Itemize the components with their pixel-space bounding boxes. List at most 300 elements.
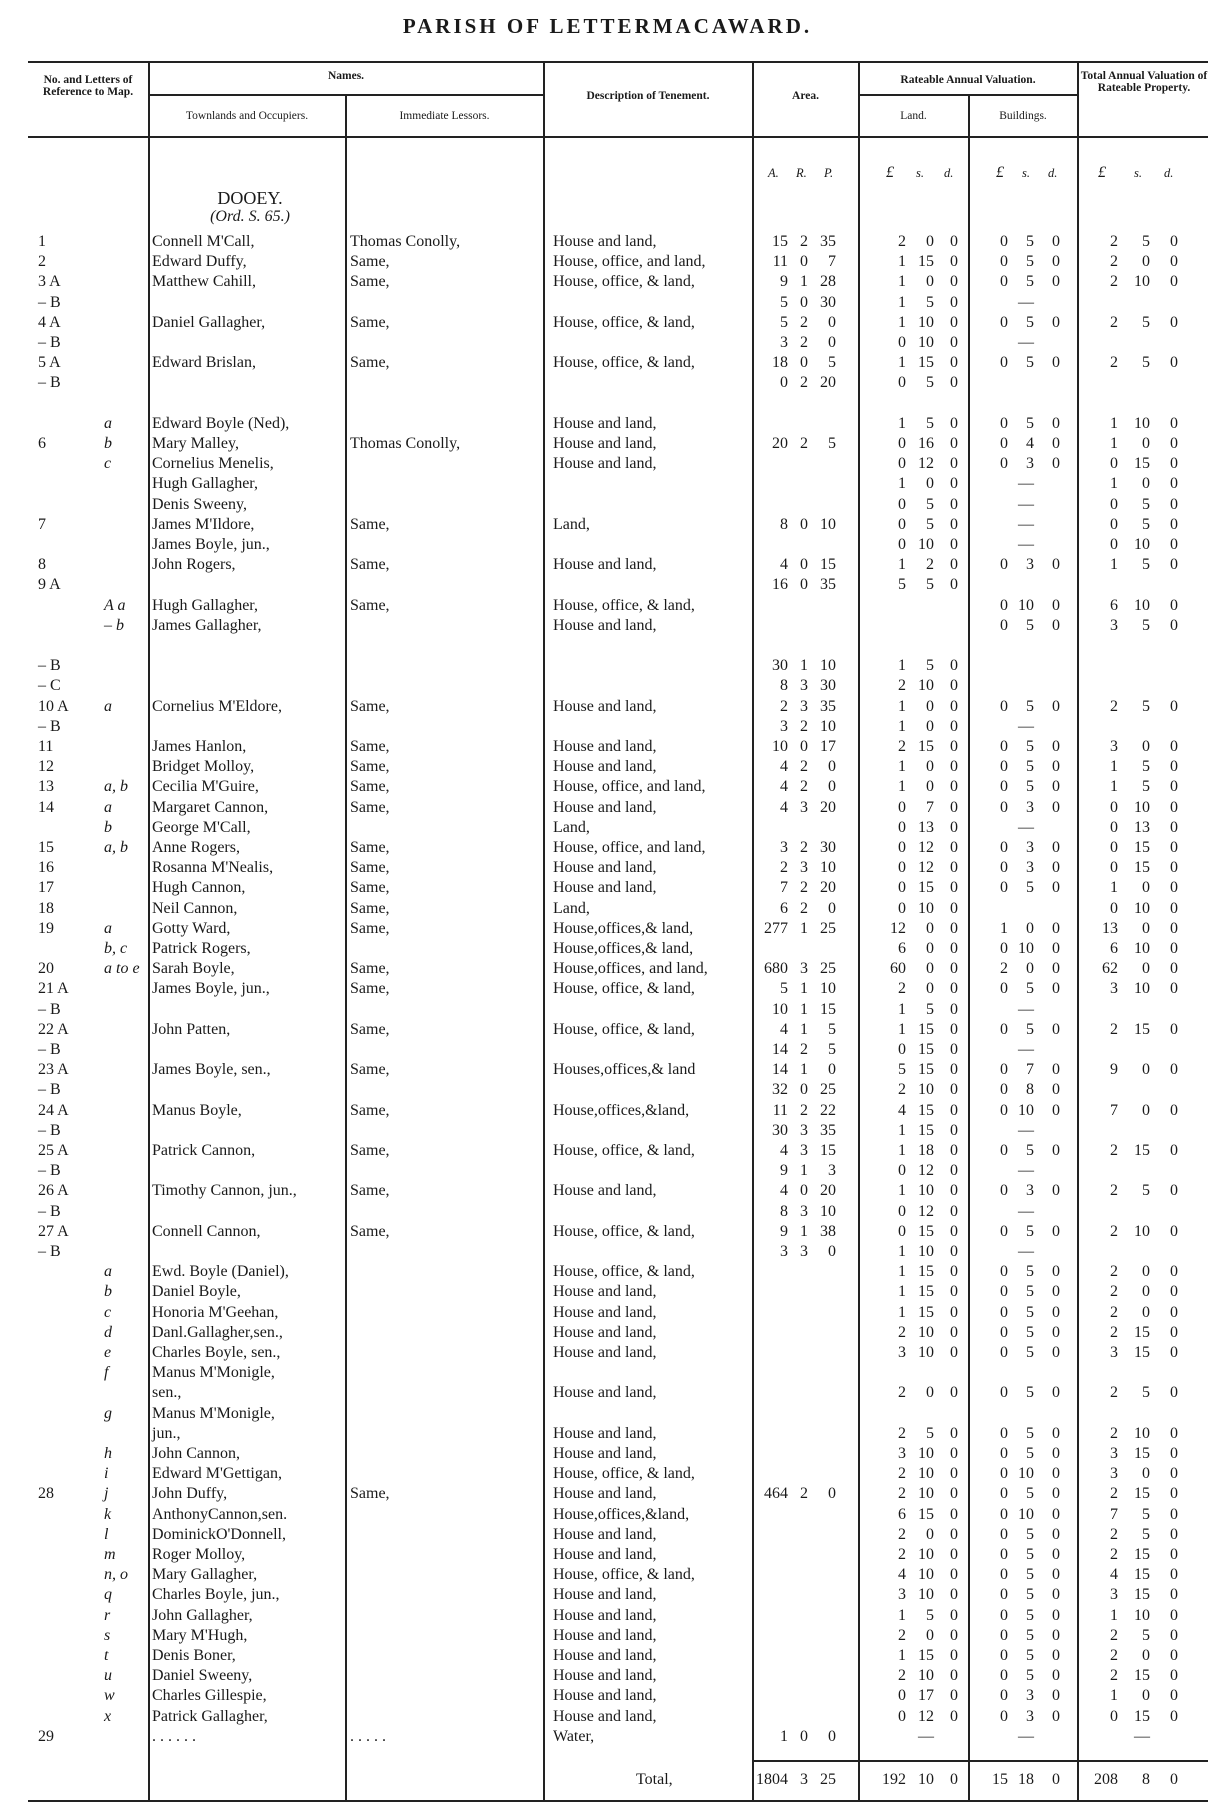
- land-shillings: 0: [926, 778, 934, 796]
- ref-letter: l: [104, 1525, 109, 1543]
- ref-number: – C: [38, 677, 61, 695]
- ref-letter: a: [104, 697, 112, 715]
- area-perches: 0: [828, 778, 836, 796]
- buildings-shillings: —: [1018, 495, 1034, 513]
- total-pence: 0: [1170, 1667, 1178, 1685]
- buildings-pence: 0: [1052, 859, 1060, 877]
- ref-number: 27 A: [38, 1222, 69, 1240]
- table-row: [0, 1565, 1215, 1585]
- buildings-shillings: 5: [1026, 1424, 1034, 1442]
- land-pounds: 6: [898, 1505, 906, 1523]
- tenement-description: House and land,: [553, 1384, 657, 1402]
- total-pounds: 1: [1110, 1606, 1118, 1624]
- table-row: [0, 313, 1215, 333]
- table-row: [0, 575, 1215, 595]
- tenement-description: House and land,: [553, 1606, 657, 1624]
- land-shillings: 10: [918, 1323, 934, 1341]
- buildings-pence: 0: [1052, 1586, 1060, 1604]
- buildings-pence: 0: [1052, 233, 1060, 250]
- total-pounds: 2: [1110, 233, 1118, 250]
- area-perches: 0: [828, 1485, 836, 1503]
- area-perches: 30: [820, 293, 836, 311]
- tenement-description: House, office, and land,: [553, 778, 706, 796]
- table-row: [0, 1666, 1215, 1686]
- ref-letter: u: [104, 1667, 112, 1685]
- tenement-description: Water,: [553, 1727, 595, 1745]
- total-pence: 0: [1170, 273, 1178, 291]
- buildings-pounds: 0: [1000, 697, 1008, 715]
- area-perches: 25: [820, 960, 836, 978]
- buildings-shillings: 5: [1026, 1667, 1034, 1685]
- ref-letter: a: [104, 1263, 112, 1281]
- total-shillings: 10: [1134, 1606, 1150, 1624]
- total-shillings: 10: [1134, 273, 1150, 291]
- total-pence: 0: [1170, 859, 1178, 877]
- occupier-name: . . . . . .: [152, 1727, 196, 1745]
- occupier-name: Charles Boyle, jun.,: [152, 1586, 280, 1604]
- unit-bld-shillings: s.: [1022, 166, 1030, 180]
- ref-letter: a: [104, 919, 112, 937]
- area-acres: 20: [772, 435, 788, 452]
- tenement-description: House,offices,&land,: [553, 1101, 690, 1119]
- land-pounds: 0: [898, 1041, 906, 1058]
- buildings-pence: 0: [1052, 556, 1060, 574]
- land-shillings: 10: [918, 313, 934, 331]
- ref-number: 22 A: [38, 1020, 69, 1038]
- total-pence: 0: [1170, 818, 1178, 836]
- total-pounds: 0: [1110, 495, 1118, 513]
- land-pence: 0: [950, 919, 958, 937]
- area-acres: 11: [772, 1101, 788, 1119]
- total-shillings: 0: [1142, 1303, 1150, 1321]
- total-shillings: 0: [1142, 1647, 1150, 1664]
- land-shillings: 15: [918, 1283, 934, 1301]
- header-rateable: Rateable Annual Valuation.: [900, 74, 1036, 86]
- table-row: [0, 515, 1215, 535]
- tenement-description: House, office, & land,: [553, 980, 695, 998]
- total-pounds: 2: [1110, 1626, 1118, 1644]
- total-total-pounds: 208: [1094, 1771, 1118, 1788]
- table-row: [0, 777, 1215, 797]
- land-pounds: 0: [898, 374, 906, 392]
- occupier-name: Roger Molloy,: [152, 1546, 246, 1563]
- occupier-name: Rosanna M'Nealis,: [152, 859, 274, 877]
- land-shillings: 15: [918, 1505, 934, 1523]
- total-pounds: 62: [1102, 960, 1118, 978]
- table-bottom-rule: [28, 1800, 1208, 1802]
- land-pence: 0: [950, 879, 958, 897]
- lessor-name: Same,: [350, 1182, 390, 1200]
- buildings-pence: 0: [1052, 1323, 1060, 1341]
- area-acres: 18: [772, 354, 788, 372]
- buildings-pounds: 0: [1000, 1606, 1008, 1624]
- buildings-pounds: 0: [1000, 1546, 1008, 1563]
- land-pence: 0: [950, 859, 958, 877]
- buildings-shillings: —: [1018, 1000, 1034, 1018]
- occupier-name: George M'Call,: [152, 818, 251, 836]
- buildings-shillings: 5: [1026, 313, 1034, 331]
- buildings-shillings: 5: [1026, 980, 1034, 998]
- land-pounds: 1: [898, 293, 906, 311]
- occupier-name: Edward M'Gettigan,: [152, 1465, 282, 1483]
- buildings-pounds: 0: [1000, 1424, 1008, 1442]
- occupier-name: Sarah Boyle,: [152, 960, 235, 978]
- buildings-shillings: 5: [1026, 414, 1034, 432]
- table-row: [0, 414, 1215, 434]
- total-shillings: 15: [1134, 839, 1150, 856]
- total-pence: 0: [1170, 596, 1178, 614]
- buildings-pounds: 1: [1000, 919, 1008, 937]
- total-shillings: 5: [1142, 758, 1150, 776]
- buildings-pounds: 2: [1000, 960, 1008, 978]
- table-row: [0, 293, 1215, 313]
- occupier-name: Gotty Ward,: [152, 919, 231, 937]
- land-pounds: 2: [898, 677, 906, 695]
- total-pence: 0: [1170, 435, 1178, 452]
- ref-number: 23 A: [38, 1061, 69, 1079]
- area-acres: 8: [780, 1202, 788, 1220]
- total-pence: 0: [1170, 1061, 1178, 1079]
- ref-number: 12: [38, 758, 54, 776]
- ref-number: 19: [38, 919, 54, 937]
- area-perches: 35: [820, 697, 836, 715]
- land-pence: 0: [950, 293, 958, 311]
- land-shillings: 0: [926, 1384, 934, 1402]
- land-pounds: 1: [898, 758, 906, 776]
- land-pounds: 0: [898, 515, 906, 533]
- buildings-pounds: 0: [1000, 758, 1008, 776]
- unit-land-pounds: £: [886, 164, 894, 181]
- buildings-pence: 0: [1052, 1626, 1060, 1644]
- buildings-pounds: 0: [1000, 1687, 1008, 1705]
- buildings-shillings: 10: [1018, 1101, 1034, 1119]
- total-pounds: 9: [1110, 1061, 1118, 1079]
- tenement-description: House and land,: [553, 1424, 657, 1442]
- lessor-name: Same,: [350, 556, 390, 574]
- area-perches: 10: [820, 717, 836, 735]
- total-shillings: 5: [1142, 1525, 1150, 1543]
- buildings-shillings: 5: [1026, 1525, 1034, 1543]
- land-pounds: 1: [898, 273, 906, 291]
- area-perches: 7: [828, 253, 836, 271]
- land-pence: 0: [950, 1384, 958, 1402]
- tenement-description: House and land,: [553, 1687, 657, 1705]
- buildings-shillings: —: [1018, 1121, 1034, 1139]
- ref-number: 28: [38, 1485, 54, 1503]
- ref-number: – B: [38, 1081, 61, 1099]
- total-pounds: 0: [1110, 798, 1118, 816]
- total-pence: 0: [1170, 1606, 1178, 1624]
- lessor-name: Same,: [350, 697, 390, 715]
- land-shillings: 2: [926, 556, 934, 574]
- land-pence: 0: [950, 1667, 958, 1685]
- table-row: [0, 1161, 1215, 1181]
- buildings-pence: 0: [1052, 738, 1060, 755]
- ref-number: 21 A: [38, 980, 69, 998]
- buildings-shillings: 8: [1026, 1081, 1034, 1099]
- ref-letter: g: [104, 1404, 112, 1422]
- ref-number: – B: [38, 717, 61, 735]
- area-perches: 28: [820, 273, 836, 291]
- total-pounds: 2: [1110, 1142, 1118, 1159]
- area-acres: 4: [780, 556, 788, 574]
- land-shillings: 0: [926, 233, 934, 250]
- total-shillings: 15: [1134, 1586, 1150, 1604]
- area-acres: 14: [772, 1041, 788, 1058]
- land-pence: 0: [950, 697, 958, 715]
- land-shillings: 15: [918, 253, 934, 271]
- buildings-shillings: —: [1018, 1162, 1034, 1180]
- land-shillings: 0: [926, 919, 934, 937]
- ref-letter: n, o: [104, 1566, 128, 1584]
- area-roods: 3: [800, 1243, 808, 1260]
- area-perches: 35: [820, 576, 836, 594]
- land-pounds: 3: [898, 1586, 906, 1604]
- buildings-pence: 0: [1052, 758, 1060, 776]
- tenement-description: House,offices,&land,: [553, 1505, 690, 1523]
- occupier-name: Charles Gillespie,: [152, 1687, 267, 1705]
- total-pounds: 4: [1110, 1566, 1118, 1584]
- land-pence: 0: [950, 1222, 958, 1240]
- land-pounds: 2: [898, 1465, 906, 1483]
- land-pounds: 1: [898, 657, 906, 675]
- land-pence: 0: [950, 556, 958, 574]
- total-pence: 0: [1170, 697, 1178, 715]
- land-pence: 0: [950, 1687, 958, 1705]
- buildings-pounds: 0: [1000, 1222, 1008, 1240]
- table-row: [0, 1606, 1215, 1626]
- total-shillings: 0: [1142, 960, 1150, 978]
- header-total: Total Annual Valuation of Rateable Property.: [1080, 70, 1208, 94]
- land-shillings: 15: [918, 879, 934, 897]
- land-shillings: 0: [926, 717, 934, 735]
- buildings-pence: 0: [1052, 1182, 1060, 1200]
- ref-number: – B: [38, 334, 61, 351]
- tenement-description: House and land,: [553, 859, 657, 877]
- total-pounds: 3: [1110, 980, 1118, 998]
- area-perches: 15: [820, 1000, 836, 1018]
- area-perches: 35: [820, 233, 836, 250]
- buildings-pence: 0: [1052, 1667, 1060, 1685]
- tenement-description: House, office, & land,: [553, 1263, 695, 1281]
- tenement-description: House, office, and land,: [553, 253, 706, 271]
- buildings-shillings: 5: [1026, 1344, 1034, 1361]
- total-pence: 0: [1170, 778, 1178, 796]
- total-pence: 0: [1170, 455, 1178, 473]
- occupier-name: Neil Cannon,: [152, 899, 238, 917]
- total-shillings: 5: [1142, 1384, 1150, 1402]
- ref-letter: j: [104, 1485, 109, 1503]
- buildings-pence: 0: [1052, 697, 1060, 715]
- land-shillings: 15: [918, 1041, 934, 1058]
- area-acres: 16: [772, 576, 788, 594]
- table-row: [0, 474, 1215, 494]
- total-pounds: 2: [1110, 697, 1118, 715]
- total-pounds: 3: [1110, 616, 1118, 634]
- land-shillings: 12: [918, 1202, 934, 1220]
- area-acres: 680: [764, 960, 788, 978]
- occupier-name: Hugh Gallagher,: [152, 475, 258, 493]
- buildings-pounds: 0: [1000, 253, 1008, 271]
- tenement-description: House and land,: [553, 1546, 657, 1563]
- ref-number: 29: [38, 1727, 54, 1745]
- ref-number: – B: [38, 374, 61, 392]
- total-shillings: 0: [1142, 1061, 1150, 1079]
- total-shillings: 10: [1134, 798, 1150, 816]
- total-shillings: 15: [1134, 1142, 1150, 1159]
- land-shillings: 10: [918, 334, 934, 351]
- total-pounds: 2: [1110, 354, 1118, 372]
- land-shillings: 10: [918, 1485, 934, 1503]
- total-pence: 0: [1170, 556, 1178, 574]
- land-shillings: 16: [918, 435, 934, 452]
- buildings-pounds: 0: [1000, 1323, 1008, 1341]
- land-pounds: 0: [898, 879, 906, 897]
- occupier-name: Denis Sweeny,: [152, 495, 247, 513]
- buildings-pence: 0: [1052, 596, 1060, 614]
- land-pence: 0: [950, 1546, 958, 1563]
- area-perches: 30: [820, 677, 836, 695]
- land-pounds: 3: [898, 1445, 906, 1462]
- area-roods: 1: [800, 1020, 808, 1038]
- tenement-description: House, office, & land,: [553, 1222, 695, 1240]
- land-shillings: 12: [918, 455, 934, 473]
- total-pounds: 2: [1110, 1303, 1118, 1321]
- ref-number: – B: [38, 293, 61, 311]
- ref-letter: b: [104, 435, 112, 452]
- area-roods: 3: [800, 1142, 808, 1159]
- total-shillings: 5: [1142, 515, 1150, 533]
- buildings-shillings: 0: [1026, 919, 1034, 937]
- total-pence: 0: [1170, 960, 1178, 978]
- total-pounds: 1: [1110, 435, 1118, 452]
- buildings-pounds: 0: [1000, 839, 1008, 856]
- land-pence: 0: [950, 1525, 958, 1543]
- total-shillings: 0: [1142, 738, 1150, 755]
- ref-number: 1: [38, 233, 46, 250]
- buildings-shillings: 10: [1018, 1505, 1034, 1523]
- tenement-description: House, office, & land,: [553, 1142, 695, 1159]
- total-shillings: 15: [1134, 1445, 1150, 1462]
- land-pence: 0: [950, 839, 958, 856]
- area-roods: 0: [800, 354, 808, 372]
- land-pence: 0: [950, 1566, 958, 1584]
- total-bld-pounds: 15: [992, 1771, 1008, 1788]
- total-shillings: 15: [1134, 455, 1150, 473]
- total-pence: 0: [1170, 1283, 1178, 1301]
- total-shillings: 15: [1134, 1566, 1150, 1584]
- buildings-shillings: 5: [1026, 1020, 1034, 1038]
- total-shillings: 10: [1134, 899, 1150, 917]
- occupier-name: Daniel Gallagher,: [152, 313, 266, 331]
- area-roods: 2: [800, 233, 808, 250]
- buildings-pence: 0: [1052, 455, 1060, 473]
- total-shillings: 0: [1142, 435, 1150, 452]
- table-row: [0, 697, 1215, 717]
- area-acres: 3: [780, 1243, 788, 1260]
- land-pounds: 2: [898, 1667, 906, 1685]
- land-pence: 0: [950, 1445, 958, 1462]
- ref-number: 20: [38, 960, 54, 978]
- area-acres: 10: [772, 738, 788, 755]
- table-row: [0, 373, 1215, 393]
- land-pounds: 1: [898, 556, 906, 574]
- buildings-pence: 0: [1052, 1465, 1060, 1483]
- buildings-pence: 0: [1052, 354, 1060, 372]
- land-pounds: 2: [898, 233, 906, 250]
- land-pence: 0: [950, 1121, 958, 1139]
- table-row: [0, 1121, 1215, 1141]
- land-pounds: 0: [898, 495, 906, 513]
- occupier-name: Matthew Cahill,: [152, 273, 256, 291]
- area-acres: 15: [772, 233, 788, 250]
- land-pounds: 2: [898, 1485, 906, 1503]
- tenement-description: House and land,: [553, 1485, 657, 1503]
- buildings-pence: 0: [1052, 1687, 1060, 1705]
- area-roods: 1: [800, 1222, 808, 1240]
- buildings-shillings: —: [1018, 717, 1034, 735]
- total-pence: 0: [1170, 414, 1178, 432]
- occupier-name: Patrick Cannon,: [152, 1142, 256, 1159]
- table-row: [0, 636, 1215, 656]
- ref-letter: r: [104, 1606, 111, 1624]
- occupier-name: James Hanlon,: [152, 738, 247, 755]
- buildings-shillings: 10: [1018, 940, 1034, 957]
- table-row: [0, 1343, 1215, 1363]
- total-acres: 1804: [756, 1771, 788, 1788]
- area-acres: 9: [780, 1162, 788, 1180]
- area-acres: 2: [780, 697, 788, 715]
- tenement-description: House, office, & land,: [553, 273, 695, 291]
- header-ref: No. and Letters of Reference to Map.: [42, 74, 134, 98]
- ref-letter: s: [104, 1626, 111, 1644]
- area-roods: 1: [800, 1000, 808, 1018]
- buildings-pounds: 0: [1000, 1182, 1008, 1200]
- table-row: [0, 858, 1215, 878]
- land-pence: 0: [950, 273, 958, 291]
- table-row: [0, 979, 1215, 999]
- occupier-name: jun.,: [152, 1424, 181, 1442]
- area-roods: 2: [800, 899, 808, 917]
- buildings-pounds: 0: [1000, 1566, 1008, 1584]
- ref-number: 24 A: [38, 1101, 69, 1119]
- total-pence: 0: [1170, 839, 1178, 856]
- buildings-pounds: 0: [1000, 1707, 1008, 1725]
- area-perches: 0: [828, 1727, 836, 1745]
- land-pounds: 2: [898, 1424, 906, 1442]
- lessor-name: Same,: [350, 919, 390, 937]
- lessor-name: Same,: [350, 1485, 390, 1503]
- total-pence: 0: [1170, 515, 1178, 533]
- header-buildings: Buildings.: [999, 110, 1047, 122]
- table-row: [0, 232, 1215, 252]
- table-row: [0, 737, 1215, 757]
- occupier-name: Honoria M'Geehan,: [152, 1303, 279, 1321]
- ref-letter: b: [104, 1283, 112, 1301]
- total-pounds: 2: [1110, 313, 1118, 331]
- buildings-pence: 0: [1052, 1303, 1060, 1321]
- total-shillings: 5: [1142, 354, 1150, 372]
- buildings-pence: 0: [1052, 1445, 1060, 1462]
- area-roods: 2: [800, 374, 808, 392]
- ref-number: 16: [38, 859, 54, 877]
- area-roods: 2: [800, 1041, 808, 1058]
- buildings-pence: 0: [1052, 273, 1060, 291]
- total-pounds: 2: [1110, 1647, 1118, 1664]
- total-total-shillings: 8: [1142, 1771, 1150, 1788]
- total-pounds: 7: [1110, 1505, 1118, 1523]
- table-row: [0, 596, 1215, 616]
